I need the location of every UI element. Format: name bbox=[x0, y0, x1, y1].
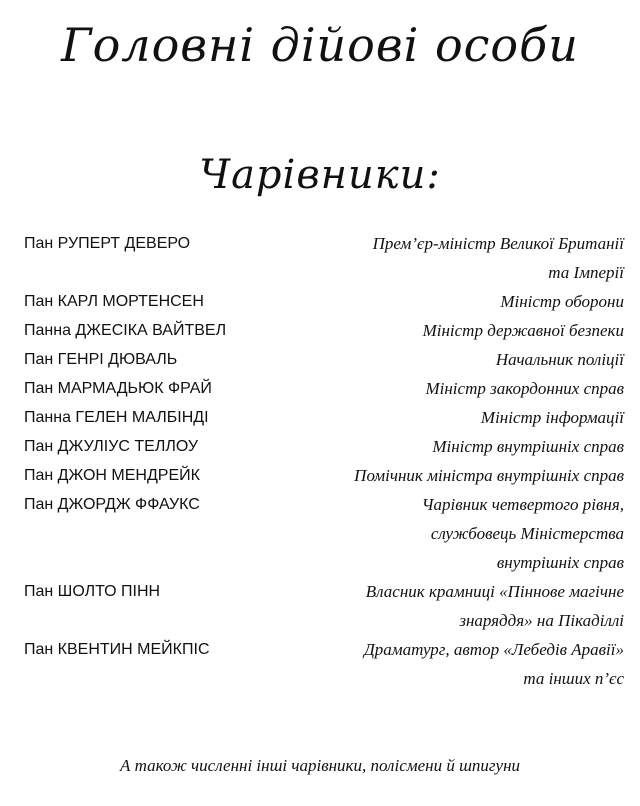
character-role bbox=[500, 287, 624, 316]
cast-row bbox=[24, 229, 624, 287]
role-line: Міністр оборони bbox=[500, 292, 624, 311]
role-line: Начальник поліції bbox=[495, 350, 624, 369]
role-line: Міністр інформації bbox=[480, 408, 624, 427]
cast-row bbox=[24, 287, 624, 316]
character-name: Пан КАРЛ МОРТЕНСЕН bbox=[24, 293, 204, 310]
role-line: Прем’єр-міністр Великої Британії bbox=[372, 234, 624, 253]
character-name: Пан МАРМАДЬЮК ФРАЙ bbox=[24, 380, 212, 397]
character-role bbox=[423, 316, 624, 345]
role-line: та інших п’єс bbox=[523, 669, 624, 688]
character-role bbox=[425, 374, 624, 403]
cast-row bbox=[24, 345, 624, 374]
character-name: Панна ГЕЛЕН МАЛБІНДІ bbox=[24, 409, 209, 426]
character-role bbox=[432, 432, 624, 461]
role-line: Міністр закордонних справ bbox=[425, 379, 624, 398]
character-role bbox=[373, 229, 624, 287]
character-role bbox=[481, 403, 624, 432]
character-name: Пан ДЖОН МЕНДРЕЙК bbox=[24, 467, 200, 484]
character-name: Пан ДЖУЛІУС ТЕЛЛОУ bbox=[24, 438, 199, 455]
character-role bbox=[422, 490, 624, 577]
character-name: Пан ГЕНРІ ДЮВАЛЬ bbox=[24, 351, 178, 368]
character-role bbox=[366, 577, 624, 635]
character-name: Панна ДЖЕСІКА ВАЙТВЕЛ bbox=[24, 322, 227, 339]
cast-row bbox=[24, 490, 624, 577]
character-role bbox=[364, 635, 624, 693]
page-title: Головні дійові особи bbox=[61, 18, 579, 72]
role-line: Драматург, автор «Лебедів Аравії» bbox=[363, 640, 624, 659]
footer-note: А також численні інші чарівники, полісмени й шпигуни bbox=[119, 756, 521, 775]
role-line: Міністр державної безпеки bbox=[422, 321, 624, 340]
role-line: Помічник міністра внутрішніх справ bbox=[354, 466, 624, 485]
cast-list bbox=[24, 229, 624, 693]
cast-row bbox=[24, 316, 624, 345]
character-role bbox=[354, 461, 624, 490]
section-heading: Чарівники: bbox=[199, 152, 441, 198]
character-role bbox=[496, 345, 624, 374]
character-name: Пан КВЕНТИН МЕЙКПІС bbox=[24, 641, 210, 658]
role-line: службовець Міністерства bbox=[430, 524, 624, 543]
role-line: внутрішніх справ bbox=[496, 553, 624, 572]
role-line: знаряддя» на Пікаділлі bbox=[459, 611, 624, 630]
character-name: Пан ДЖОРДЖ ФФАУКС bbox=[24, 496, 200, 513]
role-line: та Імперії bbox=[548, 263, 624, 282]
role-line: Міністр внутрішніх справ bbox=[432, 437, 624, 456]
cast-row bbox=[24, 403, 624, 432]
cast-row bbox=[24, 374, 624, 403]
role-line: Власник крамниці «Піннове магічне bbox=[365, 582, 624, 601]
cast-row bbox=[24, 577, 624, 635]
character-name: Пан РУПЕРТ ДЕВЕРО bbox=[24, 235, 191, 252]
cast-row bbox=[24, 461, 624, 490]
role-line: Чарівник четвертого рівня, bbox=[421, 495, 624, 514]
character-name: Пан ШОЛТО ПІНН bbox=[24, 583, 161, 600]
cast-row bbox=[24, 432, 624, 461]
cast-row bbox=[24, 635, 624, 693]
